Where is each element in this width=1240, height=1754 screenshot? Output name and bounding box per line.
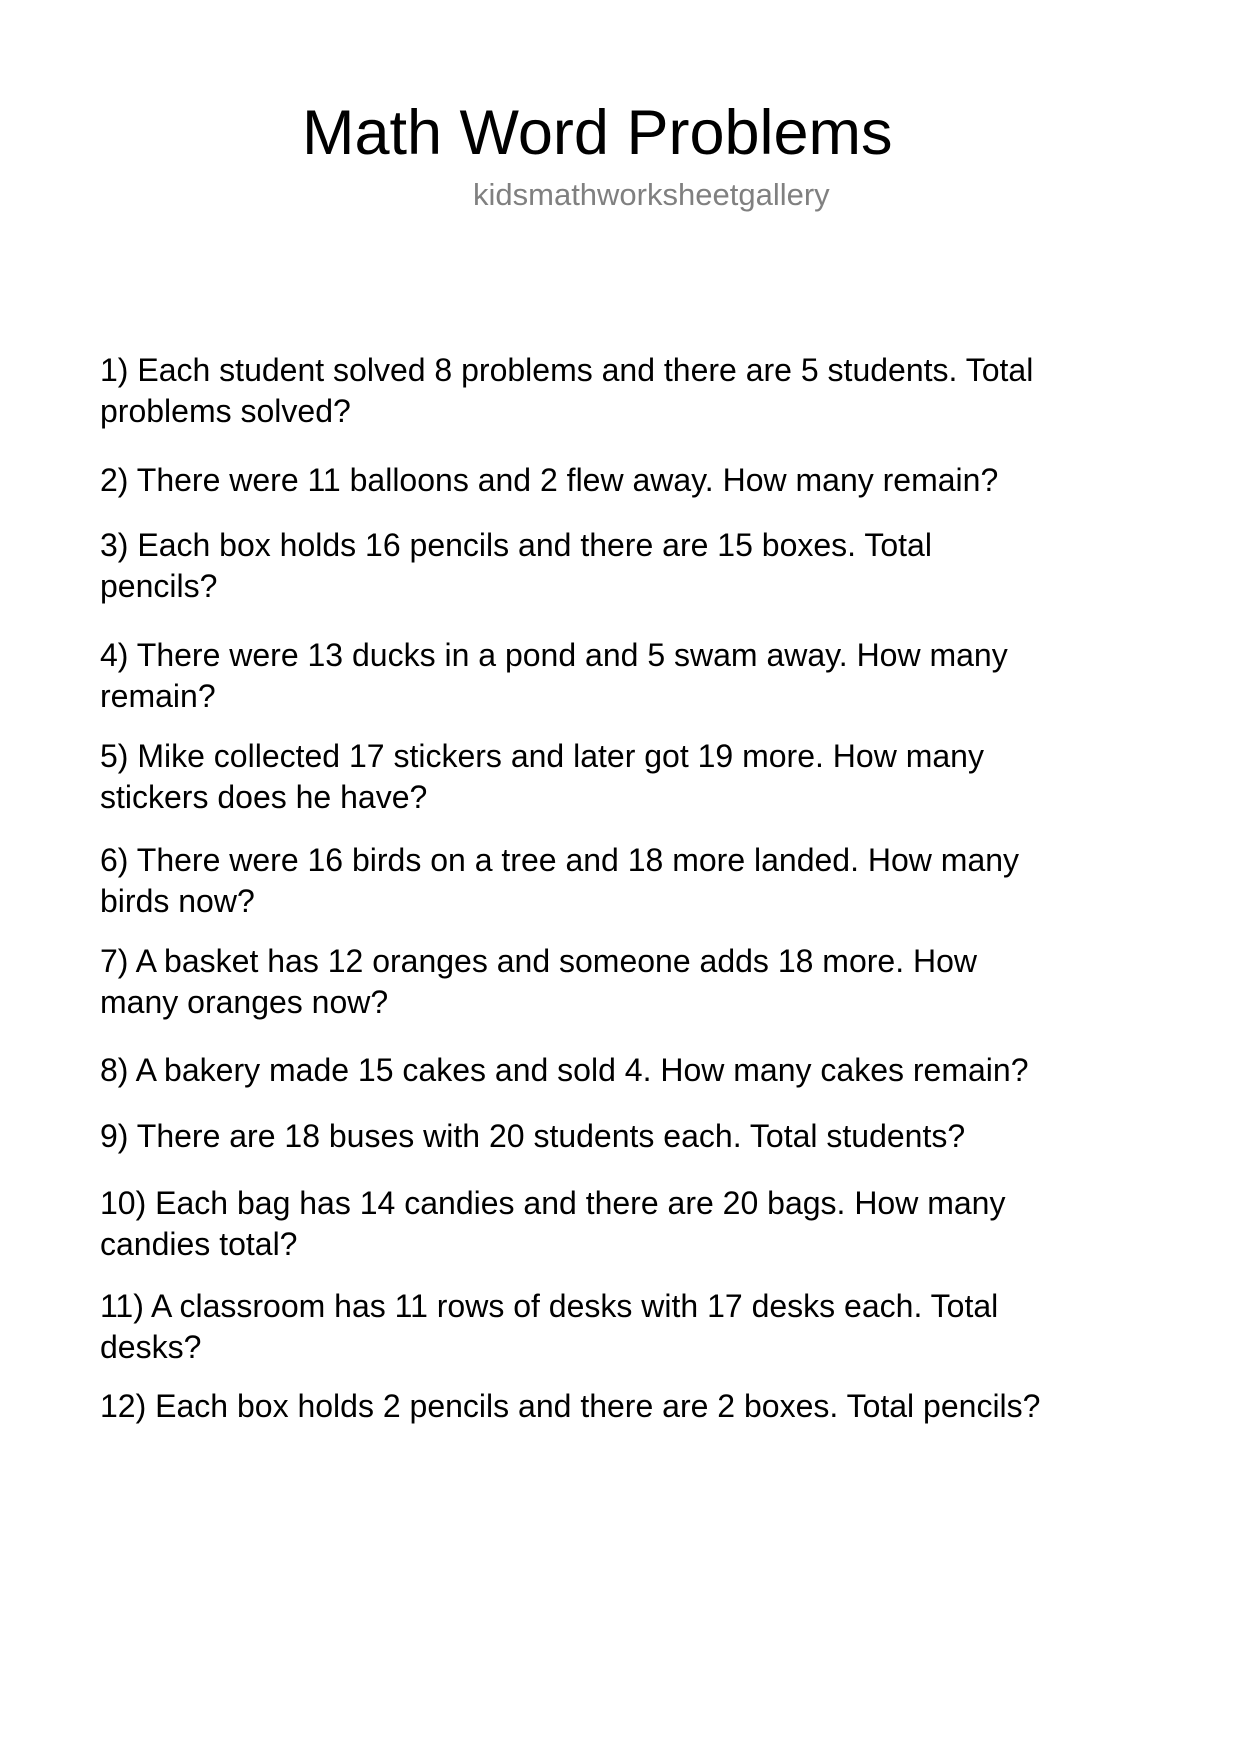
problem-10 [100, 1183, 1180, 1265]
problem-line: desks? [100, 1329, 202, 1365]
problem-line: 8) A bakery made 15 cakes and sold 4. How many cakes remain? [100, 1052, 1029, 1088]
problem-5 [100, 736, 1180, 818]
page-title: Math Word Problems [302, 98, 893, 168]
problem-line: 9) There are 18 buses with 20 students each. Total students? [100, 1118, 966, 1154]
problem-4 [100, 635, 1180, 717]
site-watermark: kidsmathworksheetgallery [473, 177, 830, 212]
problem-7 [100, 941, 1180, 1023]
problem-line: 2) There were 11 balloons and 2 flew away. How many remain? [100, 462, 999, 498]
problem-line: remain? [100, 678, 216, 714]
problem-6 [100, 840, 1180, 922]
problem-line: candies total? [100, 1226, 298, 1262]
problem-12 [100, 1386, 1180, 1427]
problem-line: pencils? [100, 568, 218, 604]
problem-8 [100, 1050, 1180, 1091]
problem-line: 11) A classroom has 11 rows of desks with 17 desks each. Total [100, 1288, 999, 1324]
problem-line: problems solved? [100, 393, 351, 429]
problem-9 [100, 1116, 1180, 1157]
problem-2 [100, 460, 1180, 501]
problem-11 [100, 1286, 1180, 1368]
problem-line: 10) Each bag has 14 candies and there are 20 bags. How many [100, 1185, 1006, 1221]
problem-line: birds now? [100, 883, 255, 919]
problem-line: 12) Each box holds 2 pencils and there are 2 boxes. Total pencils? [100, 1388, 1041, 1424]
problem-3 [100, 525, 1180, 607]
problem-line: 4) There were 13 ducks in a pond and 5 swam away. How many [100, 637, 1008, 673]
problem-line: stickers does he have? [100, 779, 428, 815]
problem-line: 6) There were 16 birds on a tree and 18 more landed. How many [100, 842, 1020, 878]
problem-1 [100, 350, 1180, 432]
problem-line: 5) Mike collected 17 stickers and later got 19 more. How many [100, 738, 984, 774]
problem-line: 3) Each box holds 16 pencils and there are 15 boxes. Total [100, 527, 932, 563]
problem-line: 7) A basket has 12 oranges and someone adds 18 more. How [100, 943, 977, 979]
problem-line: many oranges now? [100, 984, 389, 1020]
problem-line: 1) Each student solved 8 problems and there are 5 students. Total [100, 352, 1034, 388]
